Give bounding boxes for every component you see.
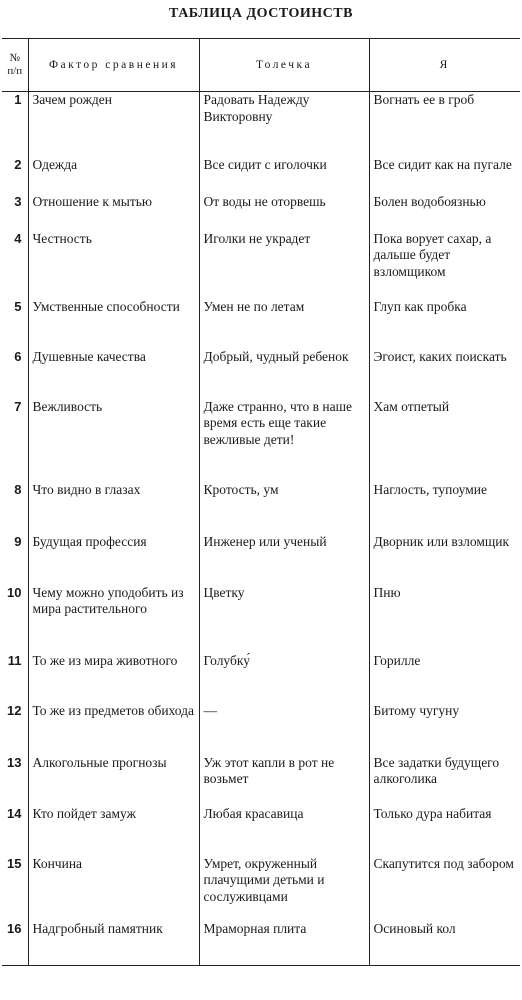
table-row xyxy=(2,703,520,755)
row-me: Болен водобоязнью xyxy=(369,194,520,231)
row-factor: То же из мира животного xyxy=(28,653,199,703)
table-row xyxy=(2,653,520,703)
row-me: Осиновый кол xyxy=(369,921,520,966)
row-factor: Умственные способности xyxy=(28,299,199,349)
table-row xyxy=(2,231,520,299)
row-number: 8 xyxy=(14,481,22,497)
row-me: Все задатки будущего алкоголика xyxy=(369,755,520,806)
row-tolechka: Все сидит с иголочки xyxy=(199,157,369,194)
row-factor: Кто пойдет замуж xyxy=(28,806,199,856)
row-tolechka: — xyxy=(199,703,369,755)
row-tolechka: Кротость, ум xyxy=(199,482,369,534)
row-factor: Одежда xyxy=(28,157,199,194)
row-number: 10 xyxy=(7,584,22,600)
header-me: Я xyxy=(369,39,520,92)
row-me: Дворник или взломщик xyxy=(369,534,520,585)
row-number: 2 xyxy=(14,156,22,172)
row-me: Пню xyxy=(369,585,520,653)
row-tolechka: Мраморная плита xyxy=(199,921,369,966)
row-number: 1 xyxy=(14,92,22,107)
row-tolechka: Умрет, окруженный плачущими детьми и сослуживцами xyxy=(199,856,369,921)
row-tolechka: Цветку xyxy=(199,585,369,653)
row-tolechka: От воды не оторвешь xyxy=(199,194,369,231)
table-row xyxy=(2,921,520,966)
row-factor: Отношение к мытью xyxy=(28,194,199,231)
row-me: Горилле xyxy=(369,653,520,703)
table-row xyxy=(2,399,520,482)
row-number: 6 xyxy=(14,348,22,364)
row-me: Скапутится под забором xyxy=(369,856,520,921)
row-number: 5 xyxy=(14,298,22,314)
row-number: 13 xyxy=(7,754,22,770)
row-tolechka: Добрый, чудный ребенок xyxy=(199,349,369,399)
row-tolechka: Голубку́ xyxy=(199,653,369,703)
row-factor: Алкогольные прогнозы xyxy=(28,755,199,806)
row-tolechka: Уж этот капли в рот не возьмет xyxy=(199,755,369,806)
table-row xyxy=(2,856,520,921)
row-number: 11 xyxy=(7,652,22,668)
row-tolechka: Умен не по летам xyxy=(199,299,369,349)
row-number: 14 xyxy=(7,805,22,821)
row-factor: Душевные качества xyxy=(28,349,199,399)
row-me: Наглость, тупоумие xyxy=(369,482,520,534)
row-tolechka: Иголки не украдет xyxy=(199,231,369,299)
row-tolechka: Инженер или ученый xyxy=(199,534,369,585)
row-number: 16 xyxy=(2,921,28,966)
row-me: Пока ворует сахар, а дальше будет взломщиком xyxy=(369,231,520,299)
table-header-row xyxy=(2,39,520,92)
table-row xyxy=(2,482,520,534)
row-factor: Вежливость xyxy=(28,399,199,482)
row-me: Только дура набитая xyxy=(369,806,520,856)
table-row xyxy=(2,157,520,194)
table-row xyxy=(2,585,520,653)
table-row xyxy=(2,806,520,856)
table-row xyxy=(2,349,520,399)
comparison-table xyxy=(2,38,520,966)
row-me: Все сидит как на пугале xyxy=(369,157,520,194)
row-tolechka: Любая красавица xyxy=(199,806,369,856)
row-number: 3 xyxy=(14,193,22,209)
row-factor: Что видно в глазах xyxy=(28,482,199,534)
row-number: 7 xyxy=(14,398,22,414)
header-factor: Фактор сравнения xyxy=(28,39,199,92)
row-factor: Кончина xyxy=(28,856,199,921)
row-me: Битому чугуну xyxy=(369,703,520,755)
row-factor: То же из предметов обихода xyxy=(28,703,199,755)
row-number: 12 xyxy=(7,702,22,718)
table-row xyxy=(2,299,520,349)
row-number: 9 xyxy=(14,533,22,549)
header-tolechka: Толечка xyxy=(199,39,369,92)
row-tolechka: Радовать Надежду Викторовну xyxy=(199,92,369,157)
table-row xyxy=(2,755,520,806)
row-me: Эгоист, каких поискать xyxy=(369,349,520,399)
page-title: ТАБЛИЦА ДОСТОИНСТВ xyxy=(169,6,353,21)
header-number: № п/п xyxy=(2,39,28,92)
row-factor: Надгробный памятник xyxy=(28,921,199,966)
row-factor: Будущая профессия xyxy=(28,534,199,585)
table-row xyxy=(2,194,520,231)
row-factor: Чему можно уподобить из мира растительного xyxy=(28,585,199,653)
row-factor: Честность xyxy=(28,231,199,299)
table-row xyxy=(2,534,520,585)
row-number: 15 xyxy=(7,855,22,871)
row-factor: Зачем рожден xyxy=(28,92,199,157)
table-row xyxy=(2,92,520,157)
row-me: Глуп как пробка xyxy=(369,299,520,349)
row-tolechka: Даже странно, что в наше время есть еще такие вежливые дети! xyxy=(199,399,369,482)
row-me: Вогнать ее в гроб xyxy=(369,92,520,157)
row-me: Хам отпетый xyxy=(369,399,520,482)
row-number: 4 xyxy=(14,230,22,246)
